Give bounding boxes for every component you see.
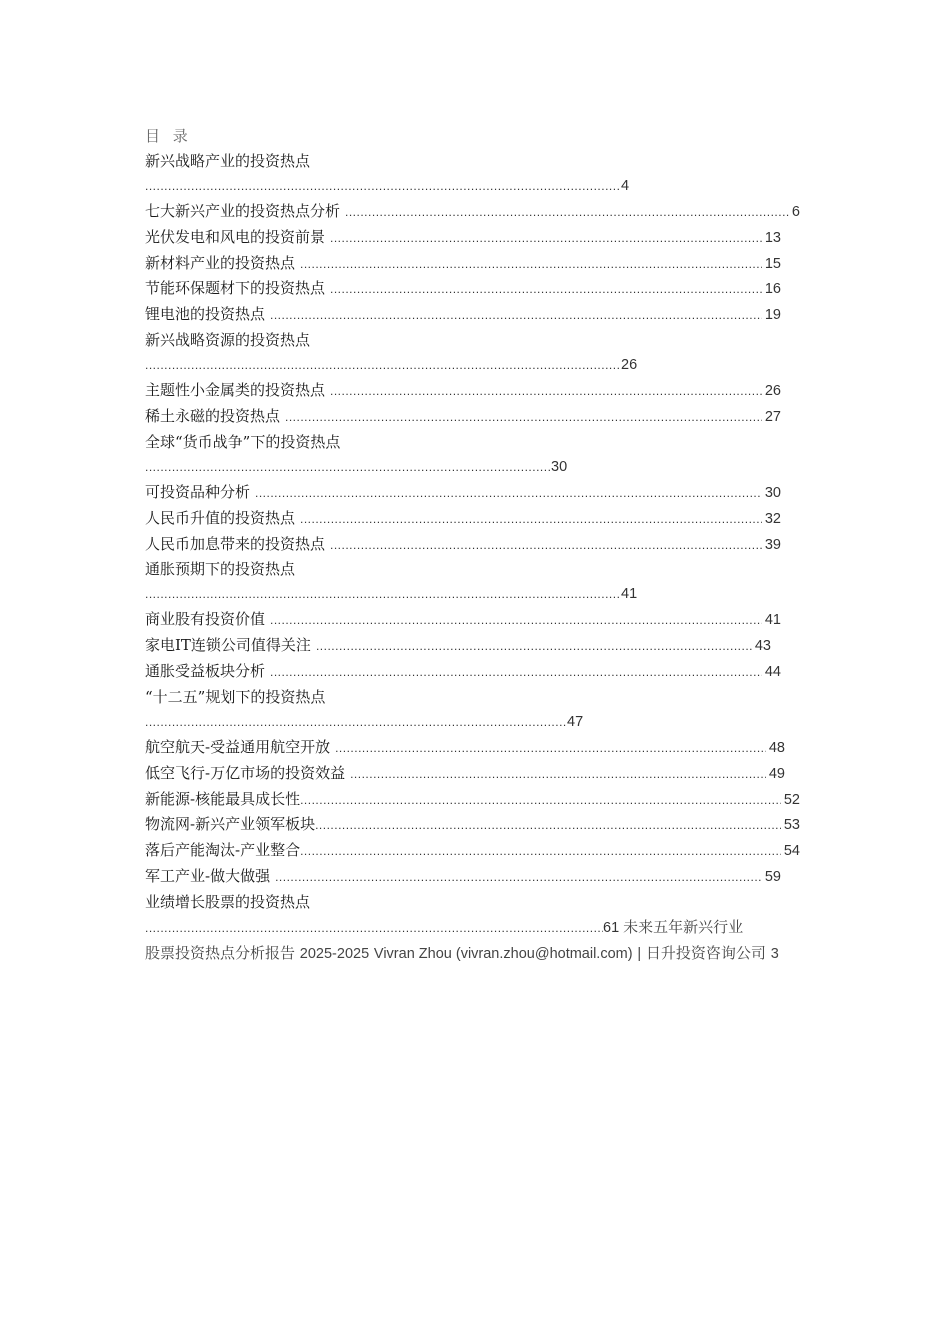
toc-entry-label: 军工产业-做大做强 [145,867,271,886]
toc-page-number: 53 [783,817,800,834]
toc-entry[interactable] [145,225,781,251]
toc-entry-label: 航空航天-受益通用航空开放 [145,737,331,756]
toc-page-number: 16 [764,281,781,298]
toc-page-number: 52 [783,791,800,808]
toc-entry-label: 锂电池的投资热点 [145,305,266,324]
toc-page-number: 30 [764,484,781,501]
toc-entry[interactable] [145,506,781,532]
toc-page-number: 41 [764,612,781,629]
toc-entry[interactable] [145,633,771,659]
toc-group-heading[interactable]: 新兴战略资源的投资热点 [145,331,311,350]
toc-group-heading[interactable]: 通胀预期下的投资热点 [145,560,296,579]
toc-page-number: 61 [603,920,620,937]
toc-entry[interactable] [145,838,800,864]
toc-entry[interactable] [145,404,781,430]
toc-entry[interactable] [145,659,781,685]
toc-entry[interactable] [145,251,781,277]
toc-entry-label: 物流网-新兴产业领军板块 [145,815,316,834]
toc-entry-label: 新能源-核能最具成长性 [145,789,301,808]
toc-page-number: 4 [621,177,630,194]
toc-title: 目 录 [145,127,192,145]
toc-group-leader [145,710,800,735]
toc-page-number: 6 [791,203,800,220]
table-of-contents [145,124,800,967]
toc-page-number: 44 [764,664,781,681]
toc-page-number: 47 [567,713,584,730]
toc-group-heading[interactable]: 业绩增长股票的投资热点 [145,893,311,912]
toc-group-leader [145,455,800,480]
toc-entry-label: 人民币升值的投资热点 [145,508,296,527]
toc-entry-label: 可投资品种分析 [145,482,251,501]
toc-entry-label: 低空飞行-万亿市场的投资效益 [145,763,346,782]
footer-separator: | [637,946,642,962]
toc-entry[interactable] [145,735,785,761]
toc-group-leader [145,915,800,941]
toc-entry[interactable] [145,199,800,225]
toc-entry-label: 稀土永磁的投资热点 [145,406,281,425]
toc-page-number: 15 [764,255,781,272]
footer-report-title-end: 股票投资热点分析报告 [145,944,296,962]
toc-page-number: 54 [783,843,800,860]
toc-entry-label: 光伏发电和风电的投资前景 [145,227,326,246]
toc-page-number: 59 [764,869,781,886]
toc-entry[interactable] [145,276,781,302]
footer-years: 2025-2025 [299,946,370,962]
toc-entry-label: 七大新兴产业的投资热点分析 [145,201,341,220]
toc-entry-label: 家电IT连锁公司值得关注 [145,636,311,655]
toc-group-leader [145,174,800,199]
toc-page-number: 49 [768,765,785,782]
toc-page-number: 32 [764,510,781,527]
toc-entry-label: 人民币加息带来的投资热点 [145,534,326,553]
toc-page-number: 43 [754,638,771,655]
toc-entry[interactable] [145,812,800,838]
footer-author: Vivran Zhou (vivran.zhou@hotmail.com) [373,946,633,962]
toc-entry-label: 商业股有投资价值 [145,610,266,629]
footer-company: 日升投资咨询公司 [645,944,766,962]
toc-entry-label: 主题性小金属类的投资热点 [145,381,326,400]
toc-page-number: 13 [764,229,781,246]
toc-page-number: 26 [764,383,781,400]
toc-page-number: 27 [764,408,781,425]
toc-page-number: 39 [764,536,781,553]
page-footer [145,941,800,967]
toc-group-leader [145,353,800,378]
footer-report-title-start: 未来五年新兴行业 [623,918,744,937]
toc-page-number: 48 [768,739,785,756]
toc-entry[interactable] [145,761,785,787]
toc-entry[interactable] [145,378,781,404]
toc-page-number: 26 [621,357,638,374]
footer-page-number: 3 [770,946,779,962]
toc-page-number: 41 [621,586,638,603]
toc-group-leader [145,582,800,607]
toc-entry[interactable] [145,532,781,558]
toc-entry-label: 节能环保题材下的投资热点 [145,279,326,298]
toc-entry-label: 新材料产业的投资热点 [145,253,296,272]
toc-entry[interactable] [145,607,781,633]
toc-page-number: 30 [551,458,568,475]
toc-group-heading[interactable]: 新兴战略产业的投资热点 [145,151,311,170]
toc-entry-label: 通胀受益板块分析 [145,662,266,681]
toc-entry[interactable] [145,480,781,506]
toc-entry[interactable] [145,302,781,328]
toc-page-number: 19 [764,307,781,324]
toc-entry[interactable] [145,787,800,813]
toc-entry[interactable] [145,864,781,890]
toc-group-heading[interactable]: “十二五”规划下的投资热点 [145,687,326,706]
toc-group-heading[interactable]: 全球“货币战争”下的投资热点 [145,432,341,451]
toc-entry-label: 落后产能淘汰-产业整合 [145,841,301,860]
